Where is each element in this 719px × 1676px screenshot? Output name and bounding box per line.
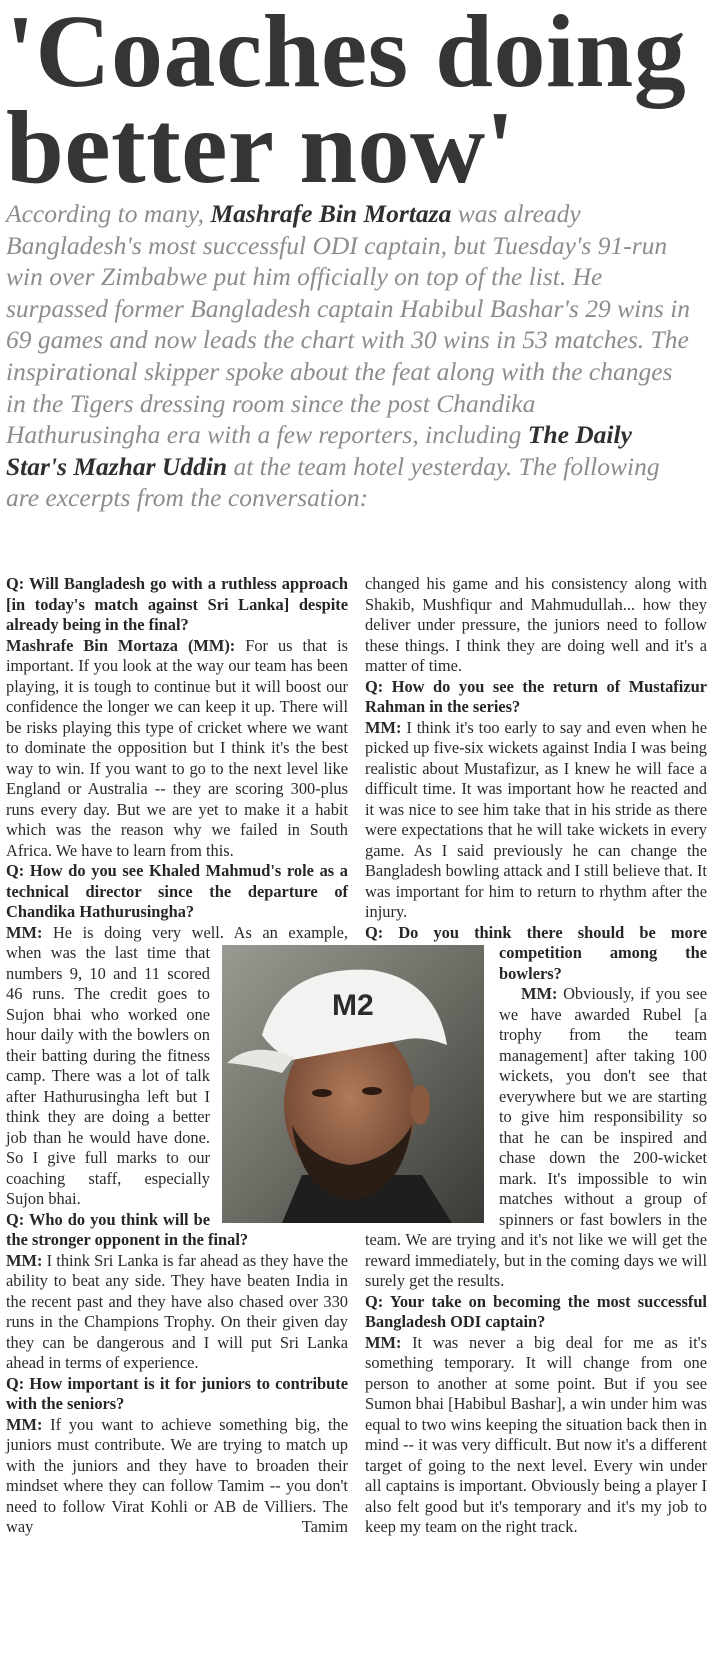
portrait-image — [222, 945, 484, 1223]
speaker: MM: — [365, 717, 402, 737]
answer — [365, 1333, 707, 1538]
answer-text: It was never a big deal for me as it's something temporary. It will change from one person to another at some point. But if you see Sumon bhai [Habibul Bashar], a win under him was equal to two wins keeping the situation back then in mind -- it was very difficult. But now it's a different target of going to the next level. Every win under all captains is important. Obviously being a player I also felt good but it's temporary and it's my job to keep my team on the right track. — [365, 1332, 707, 1536]
question: Q: Who do you think will be the stronger opponent in the final? — [6, 1209, 249, 1249]
speaker: Mashrafe Bin Mortaza (MM): — [6, 635, 236, 655]
speaker: MM: — [6, 1250, 43, 1270]
speaker: MM: — [6, 1414, 43, 1434]
question: Q: Will Bangladesh go with a ruthless approach [in today's match against Sri Lanka] despite already being in the final? — [6, 574, 348, 634]
intro-name: Mashrafe Bin Mortaza — [210, 199, 452, 228]
speaker: MM: — [521, 984, 558, 1003]
answer-text: He is doing very well. As an example, — [42, 922, 348, 942]
answer-text: I think it's too early to say and even when he picked up five-six wickets against India I was being realistic about Mustafizur, as I knew he will face a difficult time. It was important how he reacted and it was nice to see him take that in his stride as there were expectations that he will take wickets in every game. As I said previously he can change the Bangladesh bowling attack and I still believe that. It was important for him to return to rhythm after the injury. — [365, 717, 707, 921]
question: Q: How do you see the return of Mustafizur Rahman in the series? — [365, 676, 707, 716]
cap-logo: M2 — [332, 989, 374, 1022]
answer-text: changed his game and his consistency along with Shakib, Mushfiqur and Mahmudullah... how they deliver under pressure, the juniors need to follow these things. I think they are doing well and it's a matter of time. — [365, 574, 707, 675]
intro-text: was already Bangladesh's most successful ODI captain, but Tuesday's 91-run win over Zimbabwe put him officially on top of the list. He surpassed former Bangladesh captain Habibul Bashar's 29 wins in 69 games and now leads the chart with 30 wins in 53 matches. The inspirational skipper spoke about the feat along with the changes in the Tigers dressing room since the post Chandika Hathurusingha era with a few reporters, including — [6, 199, 691, 450]
question: Q: Your take on becoming the most successful Bangladesh ODI captain? — [365, 1291, 707, 1331]
question: competition among the bowlers? — [499, 943, 707, 983]
answer-text: If you want to achieve something big, the juniors must contribute. We are trying to match up with the juniors and they have to broaden their mindset where they can follow Tamim -- you don't need to follow Virat Kohli or AB de Villiers. The way Tamim — [6, 1414, 348, 1536]
answer-text: Obviously, if you see we have awarded Rubel [a trophy from the team management] after taking 100 wickets, you don't see that everywhere but we are starting to give him responsibility so that he can be inspired and chase down the 200-wicket mark. It's impossible to win matches without a group of spinners or fast bowlers in the team. We are trying and it's not like we will get the reward immediately, but in the coming days we will surely get the results. — [365, 984, 707, 1290]
answer-text: For us that is important. If you look at the way our team has been playing, it is tough to continue but it will boost our confidence the longer we can keep it up. There will be risks playing this type of cricket where we want to dominate the opposition but I think it's the best way to win. If you want to go to the next level like England or Australia -- they are scoring 300-plus runs every day. But we are yet to make it a habit which was the reason why we failed in South Africa. We have to learn from this. — [6, 635, 349, 860]
intro-text: According to many, — [6, 199, 211, 228]
answer — [6, 1415, 348, 1538]
intro-reporter: The Daily Star's Mazhar Uddin — [6, 420, 632, 481]
speaker: MM: — [6, 922, 43, 942]
answer — [6, 1251, 348, 1374]
answer-text: when was the last time that numbers 9, 10 and 11 scored 46 runs. The credit goes to Sujon bhai who worked one hour daily with the bowlers on their batting during the fitness camp. There was a lot of talk after Hathurusingha left but I think they are doing a better job than he would have done. So I give full marks to our coaching staff, especially Sujon bhai. — [6, 943, 210, 1208]
answer — [6, 923, 348, 944]
question: Q: How do you see Khaled Mahmud's role as a technical director since the departure of Chandika Hathurusingha? — [6, 861, 348, 921]
question: Q: Do you think there should be more — [365, 922, 707, 942]
mashrafe-photo — [222, 945, 484, 1223]
intro-text: at the team hotel yesterday. The following are excerpts from the conversation: — [6, 451, 660, 513]
answer — [6, 636, 348, 862]
answer — [365, 718, 707, 923]
question: Q: How important is it for juniors to contribute with the seniors? — [6, 1373, 348, 1413]
intro-standfirst — [6, 198, 696, 514]
answer-text: I think Sri Lanka is far ahead as they have the ability to beat any side. They have beaten India in the recent past and they have also chased over 330 runs in the Champions Trophy. On their given day they can be dangerous and I will put Sri Lanka ahead in terms of experience. — [6, 1250, 348, 1372]
speaker: MM: — [365, 1332, 402, 1352]
headline: 'Coaches doing better now' — [6, 0, 687, 205]
